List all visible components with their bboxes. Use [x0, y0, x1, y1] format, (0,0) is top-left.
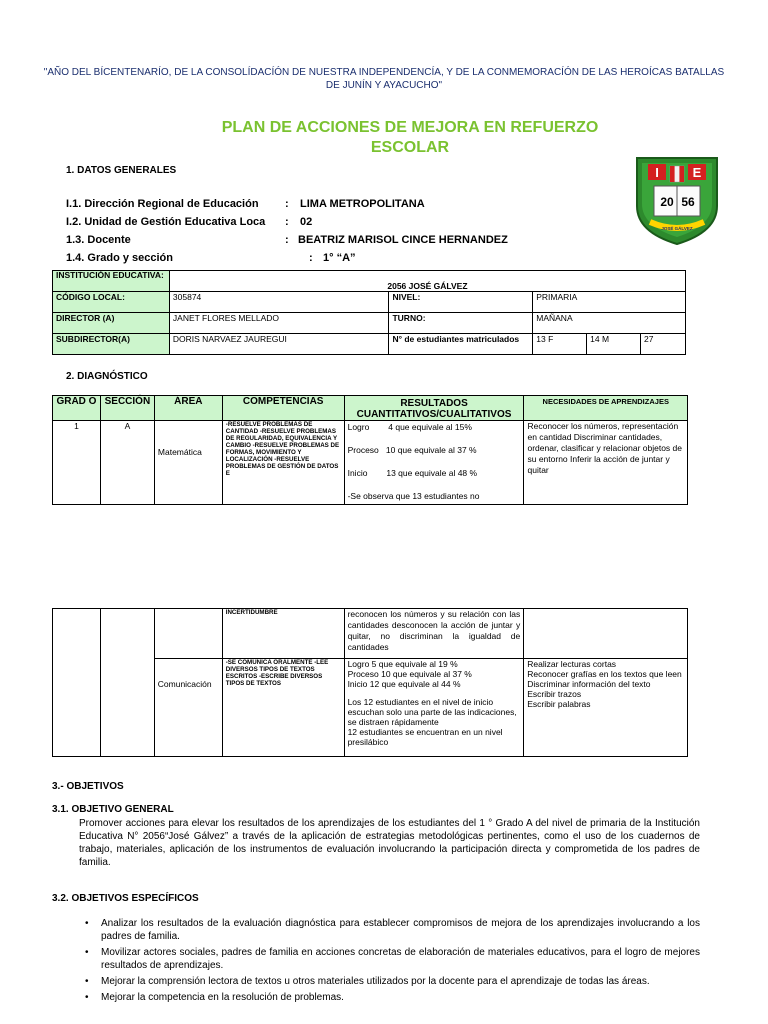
result-line: Logro 4 que equivale al 15%: [347, 422, 472, 432]
header-grado: GRAD O: [53, 396, 101, 421]
general-value: BEATRIZ MARISOL CINCE HERNANDEZ: [298, 234, 508, 246]
result-line: Logro 5 que equivale al 19 %: [347, 659, 458, 669]
header-competencias: COMPETENCIAS: [222, 396, 344, 421]
general-row-1: [0, 198, 768, 212]
cell-grado-empty: [53, 609, 101, 757]
section-datos-generales: 1. DATOS GENERALES: [66, 165, 177, 176]
section-objetivos: 3.- OBJETIVOS: [52, 781, 124, 792]
subsection-objetivos-especificos: 3.2. OBJETIVOS ESPECÍFICOS: [52, 893, 199, 904]
title-line-2: ESCOLAR: [370, 139, 450, 156]
subsection-objetivo-general: 3.1. OBJETIVO GENERAL: [52, 804, 174, 815]
general-row-4: [0, 252, 768, 266]
cell-necesidades: Reconocer los números, representación en cantidad Discriminar cantidades, ordenar, clasificar y relacionar objetos de su entorno Inferir la acción de juntar y quitar: [524, 421, 688, 505]
cell-area: Matemática: [154, 421, 222, 505]
nivel-value: PRIMARIA: [533, 292, 686, 313]
header-necesidades: NECESIDADES DE APRENDIZAJES: [524, 396, 688, 421]
school-info-table: [52, 270, 686, 355]
header-area: ÁREA: [154, 396, 222, 421]
need-item: Reconocer grafías en los textos que leen: [527, 669, 682, 679]
general-label: I.1. Dirección Regional de Educación: [66, 198, 259, 210]
inst-label: INSTITUCIÓN EDUCATIVA:: [53, 271, 170, 292]
codigo-label: CÓDIGO LOCAL:: [53, 292, 170, 313]
list-item: • Mejorar la competencia en la resolución de problemas.: [77, 991, 700, 1004]
cell-seccion: A: [100, 421, 154, 505]
turno-value: MAÑANA: [533, 313, 686, 334]
general-value: 02: [300, 216, 313, 228]
header-seccion: SECCIÓN: [100, 396, 154, 421]
cell-competencias: -RESUELVE PROBLEMAS DE CANTIDAD -RESUELVE PROBLEMAS DE REGULARIDAD, EQUIVALENCIA Y CAMBIO -RESUELVE PROBLEMAS DE FORMAS, MOVIMIENTO Y LOCALIZACIÓN -RESUELVE PROBLEMAS DE GESTIÓN DE DATOS E: [222, 421, 344, 505]
logo-letter-i: I: [655, 165, 659, 180]
general-label: I.2. Unidad de Gestión Educativa Loca: [66, 216, 266, 228]
need-item: Escribir trazos: [527, 689, 582, 699]
cell-necesidades-empty: [524, 609, 688, 659]
title-line-1: PLAN DE ACCIONES DE MEJORA EN REFUERZO: [221, 119, 599, 136]
result-note: Los 12 estudiantes en el nivel de inicio escuchan solo una parte de las indicaciones, se distraen rápidamente: [347, 697, 517, 727]
general-colon: :: [309, 252, 313, 264]
director-value: JANET FLORES MELLADO: [169, 313, 389, 334]
result-line: Proceso 10 que equivale al 37 %: [347, 669, 472, 679]
general-colon: :: [285, 216, 289, 228]
cell-competencias: INCERTIDUMBRE: [222, 609, 344, 659]
result-note: -Se observa que 13 estudiantes no: [347, 491, 480, 501]
motto-text: "AÑO DEL BÍCENTENARÍO, DE LA CONSOLÍDACÍÓN DE NUESTRA INDEPENDENCÍA, Y DE LA CONMEMORACÍÓN DE LAS HEROÍCAS BATALLAS DE JUNÍN Y AYACUCHO": [43, 67, 725, 91]
logo-letter-e: E: [692, 165, 702, 180]
list-item: • Analizar los resultados de la evaluación diagnóstica para establecer compromisos de mejora de los aprendizajes involucrando a los padres de familia.: [77, 917, 700, 943]
list-item: • Movilizar actores sociales, padres de familia en acciones concretas de elaboración de materiales educativos, para el logro de mejores resultados de aprendizajes.: [77, 946, 700, 972]
cell-seccion-empty: [100, 609, 154, 757]
cell-grado: 1: [53, 421, 101, 505]
matric-m: 14 M: [587, 334, 641, 355]
cell-necesidades: [524, 659, 688, 757]
cell-competencias: -SE COMUNICA ORALMENTE -LEE DIVERSOS TIPOS DE TEXTOS ESCRITOS -ESCRIBE DIVERSOS TIPOS DE TEXTOS: [222, 659, 344, 757]
general-value: LIMA METROPOLITANA: [300, 198, 425, 210]
nivel-label: NIVEL:: [389, 292, 533, 313]
general-label: 1.4. Grado y sección: [66, 252, 173, 264]
turno-label: TURNO:: [389, 313, 533, 334]
logo-number-a: 20: [660, 195, 674, 209]
general-label: 1.3. Docente: [66, 234, 131, 246]
table-row: [53, 421, 688, 505]
objetivos-especificos-list: [77, 917, 700, 1007]
cell-resultados: [344, 421, 524, 505]
section-diagnostico: 2. DIAGNÓSTICO: [66, 371, 148, 382]
general-row-3: [0, 234, 768, 248]
matric-total: 27: [641, 334, 686, 355]
sub-label: SUBDIRECTOR(A): [53, 334, 170, 355]
objetivo-general-text: Promover acciones para elevar los resultados de los aprendizajes de los estudiantes del 1 ° Grado A del nivel de primaria de la Institución Educativa N° 2056“José Gálvez” a través de la aplicación de estrategias metodológicas pertinentes, como el uso de los cuadernos de trabajo, materiales, aplicación de los instrumentos de evaluación involucrando la participación directa y comprometida de los padres de familia.: [79, 818, 700, 868]
logo-number-b: 56: [681, 195, 695, 209]
result-line: Proceso 10 que equivale al 37 %: [347, 445, 477, 455]
result-line: Inicio 12 que equivale al 44 %: [347, 679, 461, 689]
diagnostic-table: [52, 395, 688, 505]
matric-label: N° de estudiantes matriculados: [389, 334, 533, 355]
list-item: • Mejorar la comprensión lectora de textos u otros materiales utilizados por la docente para el aprendizaje de todas las áreas.: [77, 975, 700, 988]
need-item: Escribir palabras: [527, 699, 591, 709]
director-label: DIRECTOR (A): [53, 313, 170, 334]
cell-area: Comunicación: [154, 659, 222, 757]
general-value: 1° “A”: [323, 252, 356, 264]
inst-value: 2056 JOSÉ GÁLVEZ: [169, 271, 685, 292]
need-item: Realizar lecturas cortas: [527, 659, 617, 669]
codigo-value: 305874: [169, 292, 389, 313]
general-row-2: [0, 216, 768, 230]
header-resultados: RESULTADOS CUANTITATIVOS/CUALITATIVOS: [344, 396, 524, 421]
result-line: Inicio 13 que equivale al 48 %: [347, 468, 478, 478]
general-colon: :: [285, 234, 289, 246]
sub-value: DORIS NARVAEZ JAUREGUI: [169, 334, 389, 355]
diagnostic-table-continued: [52, 608, 688, 757]
cell-resultados: [344, 659, 524, 757]
general-colon: :: [285, 198, 289, 210]
need-item: Discriminar información del texto: [527, 679, 651, 689]
result-note: 12 estudiantes se encuentran en un nivel presilábico: [347, 727, 503, 747]
page-title: [200, 118, 620, 158]
table-row: [53, 609, 688, 659]
logo-band-text: JOSÉ GÁLVEZ: [661, 226, 693, 231]
cell-resultados: reconocen los números y su relación con las cantidades desconocen la acción de juntar y quitar, no discriminan la igualdad de cantidades: [344, 609, 524, 659]
matric-f: 13 F: [533, 334, 587, 355]
cell-area-empty: [154, 609, 222, 659]
